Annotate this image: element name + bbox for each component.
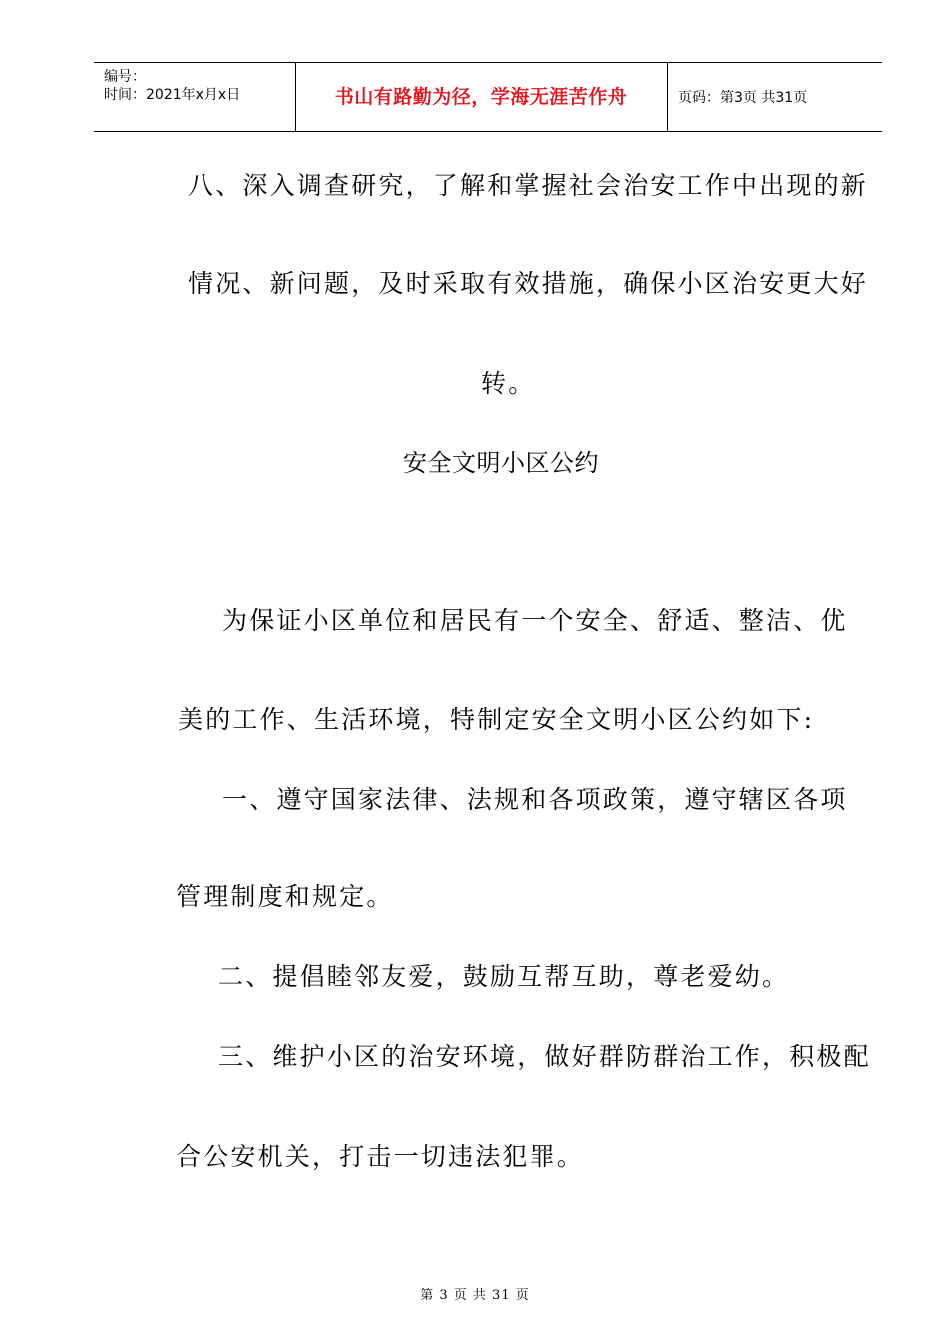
header-page-cell xyxy=(668,63,882,131)
paragraph-line: 情况、新问题，及时采取有效措施，确保小区治安更大好 xyxy=(188,269,869,298)
paragraph-line: 为保证小区单位和居民有一个安全、舒适、整洁、优 xyxy=(222,606,848,635)
paragraph-line: 管理制度和规定。 xyxy=(176,882,394,911)
paragraph-line: 转。 xyxy=(481,369,536,398)
header-number-label: 编号： xyxy=(104,69,146,85)
header-page-info: 页码：第3页 共31页 xyxy=(678,90,808,106)
paragraph-line: 一、遵守国家法律、法规和各项政策，遵守辖区各项 xyxy=(222,785,848,814)
paragraph-line: 三、维护小区的治安环境，做好群防群治工作，积极配 xyxy=(218,1042,871,1071)
header-date-label: 时间：2021年x月x日 xyxy=(104,87,241,103)
paragraph-line: 合公安机关，打击一切违法犯罪。 xyxy=(176,1142,585,1171)
header-motto-cell xyxy=(295,63,668,131)
page-footer: 第 3 页 共 31 页 xyxy=(420,1288,530,1303)
paragraph-line: 美的工作、生活环境，特制定安全文明小区公约如下: xyxy=(178,705,815,734)
header-meta-cell xyxy=(94,63,296,131)
paragraph-line: 八、深入调查研究，了解和掌握社会治安工作中出现的新 xyxy=(188,171,869,200)
section-title: 安全文明小区公约 xyxy=(403,449,599,477)
paragraph-line: 二、提倡睦邻友爱，鼓励互帮互助，尊老爱幼。 xyxy=(218,962,790,991)
page-header xyxy=(94,62,882,132)
header-motto: 书山有路勤为径，学海无涯苦作舟 xyxy=(334,86,628,108)
